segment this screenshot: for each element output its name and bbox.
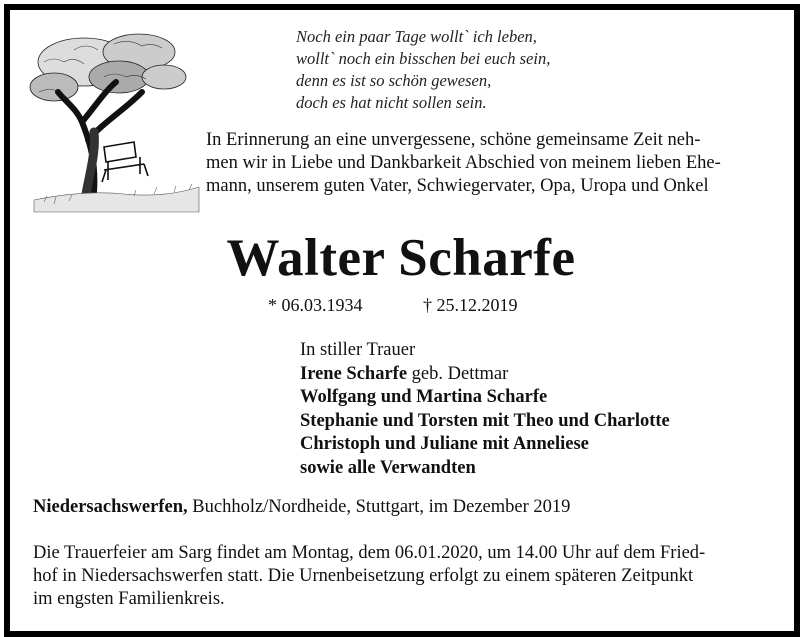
- mourner-line: Irene Scharfe geb. Dettmar: [300, 363, 509, 384]
- place-date: Niedersachswerfen, Buchholz/Nordheide, Stuttgart, im Dezember 2019: [33, 497, 571, 517]
- poem-line: Noch ein paar Tage wollt` ich leben,: [296, 27, 537, 46]
- poem-line: denn es ist so schön gewesen,: [296, 71, 492, 90]
- poem-line: wollt` noch ein bisschen bei euch sein,: [296, 49, 551, 68]
- intro-line: men wir in Liebe und Dankbarkeit Abschied von meinem lieben Ehe-: [206, 153, 721, 173]
- mourner-line: Wolfgang und Martina Scharfe: [300, 387, 548, 407]
- poem-line: doch es hat nicht sollen sein.: [296, 93, 487, 112]
- intro-line: mann, unserem guten Vater, Schwiegervater, Opa, Uropa und Onkel: [206, 176, 709, 196]
- intro-text: [206, 129, 772, 198]
- mourner-line: Christoph und Juliane mit Anneliese: [300, 434, 589, 454]
- mourners-list: [300, 339, 670, 480]
- notice-line: Die Trauerfeier am Sarg findet am Montag, dem 06.01.2020, um 14.00 Uhr auf dem Fried-: [33, 543, 706, 563]
- mourners-heading: In stiller Trauer: [300, 340, 416, 360]
- mourner-line: Stephanie und Torsten mit Theo und Charlotte: [300, 410, 670, 431]
- mourner-line: sowie alle Verwandten: [300, 457, 476, 478]
- intro-line: In Erinnerung an eine unvergessene, schöne gemeinsame Zeit neh-: [206, 130, 701, 150]
- deceased-name: Walter Scharfe: [226, 229, 576, 287]
- funeral-notice: [33, 542, 705, 611]
- notice-line: im engsten Familienkreis.: [33, 589, 225, 609]
- death-date: † 25.12.2019: [423, 295, 518, 315]
- birth-date: * 06.03.1934: [268, 295, 363, 315]
- notice-line: hof in Niedersachswerfen statt. Die Urnenbeisetzung erfolgt zu einem späteren Zeitpunkt: [33, 566, 694, 586]
- poem: [296, 26, 550, 114]
- tree-with-bench-icon: [24, 22, 204, 217]
